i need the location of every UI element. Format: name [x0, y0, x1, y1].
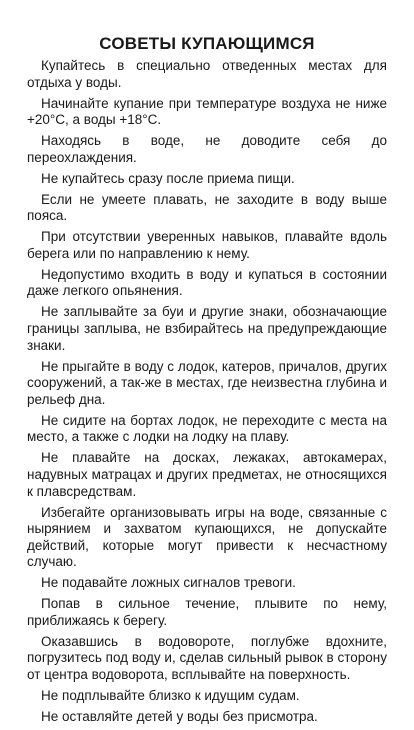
rule-item: Избегайте организовывать игры на воде, связанные с нырянием и захватом купающихся, не допускайте действий, которые могут привести к несчастному случаю. — [27, 504, 387, 570]
rule-item: Если не умеете плавать, не заходите в воду выше пояса. — [27, 191, 387, 224]
rule-item: Не заплывайте за буи и другие знаки, обозначающие границы заплыва, не взбирайтесь на предупреждающие знаки. — [27, 304, 387, 353]
rules-list — [27, 58, 387, 726]
rule-item: Не плавайте на досках, лежаках, автокамерах, надувных матрацах и других предметах, не относящихся к плавсредствам. — [27, 450, 387, 499]
rule-item: Не оставляйте детей у воды без присмотра. — [41, 709, 318, 725]
rule-item: Не подплывайте близко к идущим судам. — [41, 688, 300, 704]
rule-item: Купайтесь в специально отведенных местах для отдыха у воды. — [27, 58, 387, 90]
rule-item: Попав в сильное течение, плывите по нему, приближаясь к берегу. — [27, 596, 387, 628]
rule-item: Не сидите на бортах лодок, не переходите с места на место, а также с лодки на лодку на плаву. — [27, 412, 387, 445]
rule-item: Недопустимо входить в воду и купаться в состоянии даже легкого опьянения. — [27, 266, 387, 299]
document-page — [27, 34, 387, 730]
rule-item: Не подавайте ложных сигналов тревоги. — [41, 575, 296, 591]
rule-item: Не прыгайте в воду с лодок, катеров, причалов, других сооружений, а так-же в местах, где неизвестна глубина и рельеф дна. — [27, 358, 387, 407]
document-title: СОВЕТЫ КУПАЮЩИМСЯ — [99, 34, 315, 53]
rule-item: Находясь в воде, не доводите себя до переохлаждения. — [27, 133, 387, 165]
rule-item: Оказавшись в водовороте, поглубже вдохните, погрузитесь под воду и, сделав сильный рывок в сторону от центра водоворота, всплывайте на поверхность. — [27, 633, 387, 683]
rule-item: Не купайтесь сразу после приема пищи. — [41, 170, 295, 186]
rule-item: При отсутствии уверенных навыков, плавайте вдоль берега или по направлению к нему. — [27, 229, 387, 261]
rule-item: Начинайте купание при температуре воздуха не ниже +20°С, а воды +18°С. — [27, 95, 387, 128]
